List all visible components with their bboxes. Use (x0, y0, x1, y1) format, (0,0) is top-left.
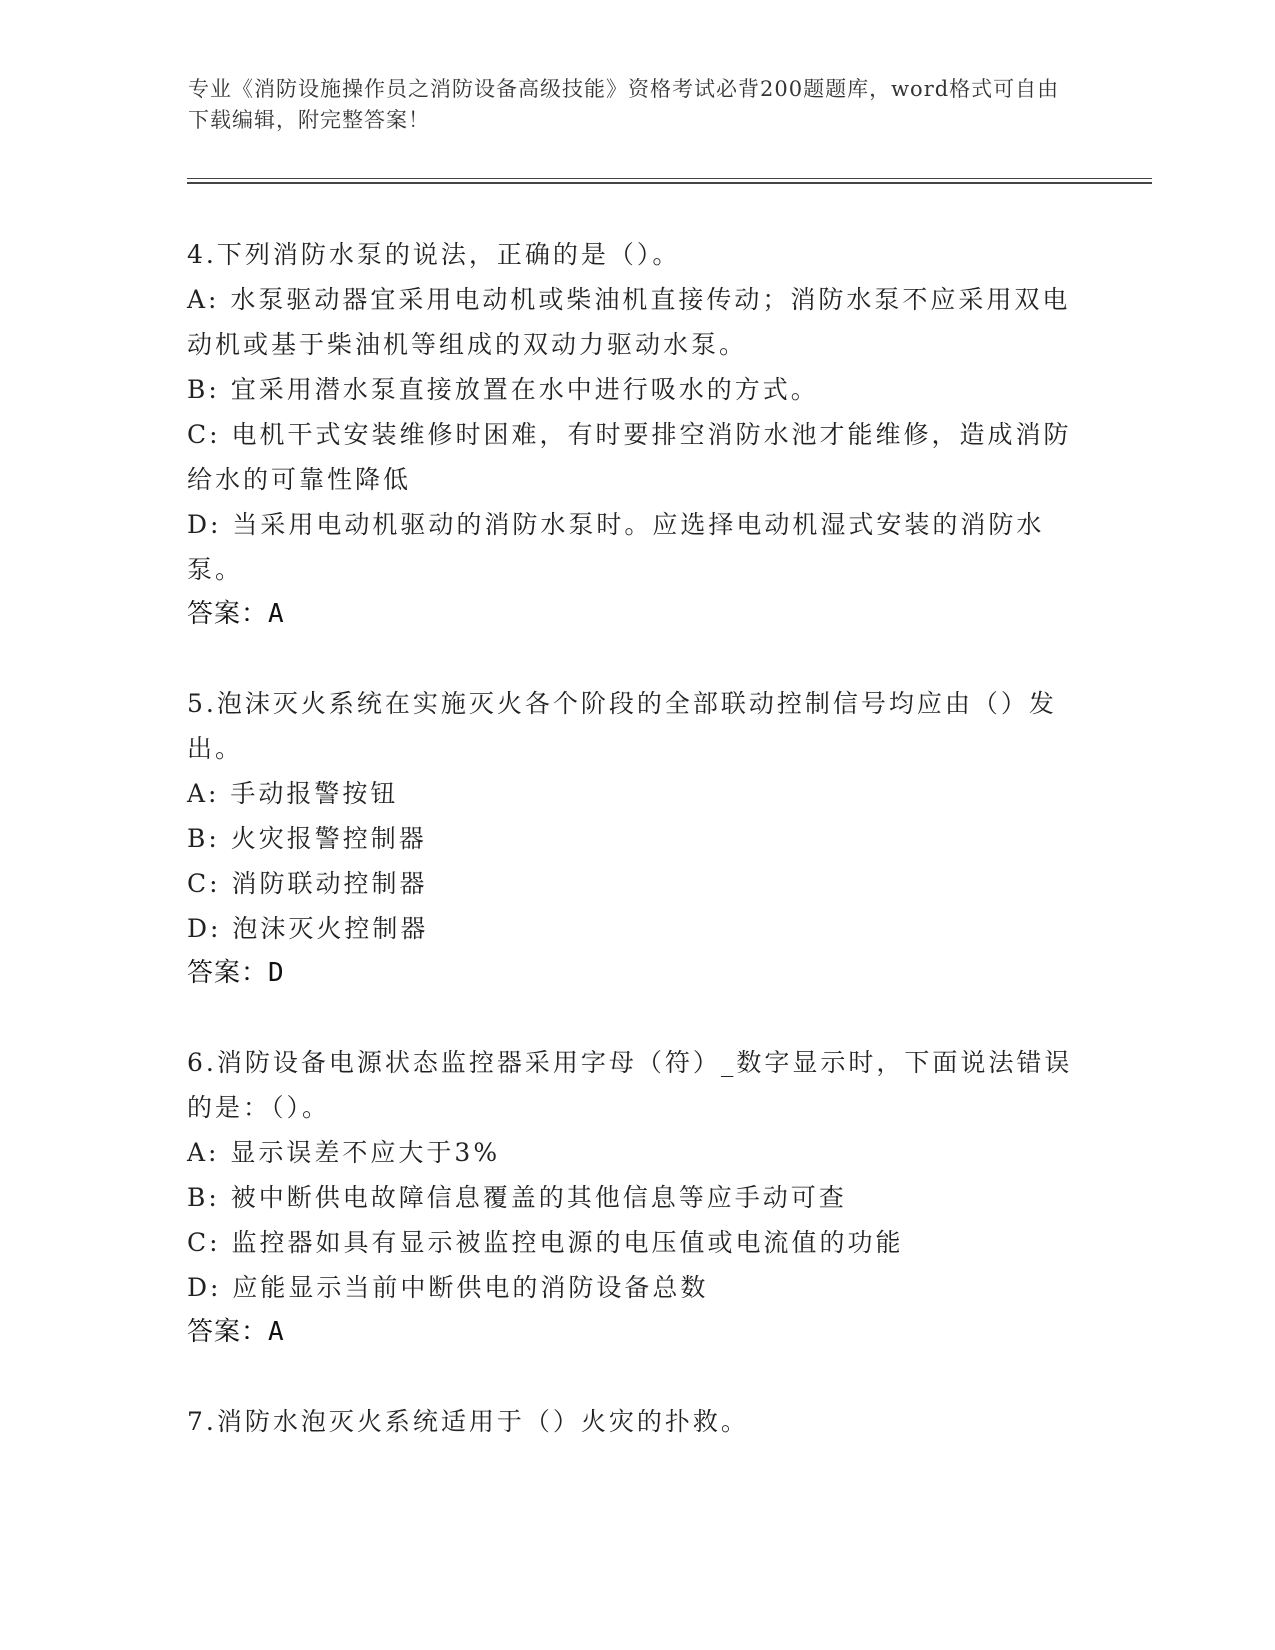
answer-value: A (268, 1317, 285, 1347)
answer-label: 答案： (187, 1317, 269, 1347)
question-stem: 5.泡沫灭火系统在实施灭火各个阶段的全部联动控制信号均应由（）发出。 (187, 689, 1057, 763)
answer-value: D (268, 958, 285, 988)
document-header: 专业《消防设施操作员之消防设备高级技能》资格考试必背200题题库，word格式可自由下载编辑，附完整答案！ (188, 77, 1060, 132)
answer-value: A (268, 599, 285, 629)
header-divider-thick (187, 182, 1152, 184)
answer-line (187, 1310, 1082, 1355)
option-a: A: 手动报警按钮 (187, 779, 399, 808)
option-d: D: 当采用电动机驱动的消防水泵时。应选择电动机湿式安装的消防水泵。 (187, 510, 1045, 584)
question-stem: 6.消防设备电源状态监控器采用字母（符）_数字显示时，下面说法错误的是：（）。 (187, 1048, 1073, 1122)
option-c: C: 监控器如具有显示被监控电源的电压值或电流值的功能 (187, 1228, 904, 1257)
option-c: C: 电机干式安装维修时困难，有时要排空消防水池才能维修，造成消防给水的可靠性降低 (187, 420, 1072, 494)
option-c: C: 消防联动控制器 (187, 869, 428, 898)
question-stem: 4.下列消防水泵的说法，正确的是（）。 (187, 240, 681, 269)
option-b: B: 被中断供电故障信息覆盖的其他信息等应手动可查 (187, 1183, 847, 1212)
option-a: A: 水泵驱动器宜采用电动机或柴油机直接传动；消防水泵不应采用双电动机或基于柴油机等组成的双动力驱动水泵。 (187, 285, 1071, 359)
option-b: B: 火灾报警控制器 (187, 824, 427, 853)
question-7 (187, 1399, 1082, 1444)
question-list (187, 232, 1082, 1488)
answer-label: 答案： (187, 599, 269, 629)
question-5 (187, 681, 1082, 996)
option-a: A: 显示误差不应大于3% (187, 1138, 501, 1167)
answer-label: 答案： (187, 958, 269, 988)
option-b: B: 宜采用潜水泵直接放置在水中进行吸水的方式。 (187, 375, 819, 404)
header-divider-thin (187, 178, 1152, 179)
question-4 (187, 232, 1082, 637)
option-d: D: 应能显示当前中断供电的消防设备总数 (187, 1273, 709, 1302)
answer-line (187, 592, 1082, 637)
option-d: D: 泡沫灭火控制器 (187, 914, 429, 943)
question-6 (187, 1040, 1082, 1355)
answer-line (187, 951, 1082, 996)
question-stem: 7.消防水泡灭火系统适用于（）火灾的扑救。 (187, 1407, 749, 1436)
